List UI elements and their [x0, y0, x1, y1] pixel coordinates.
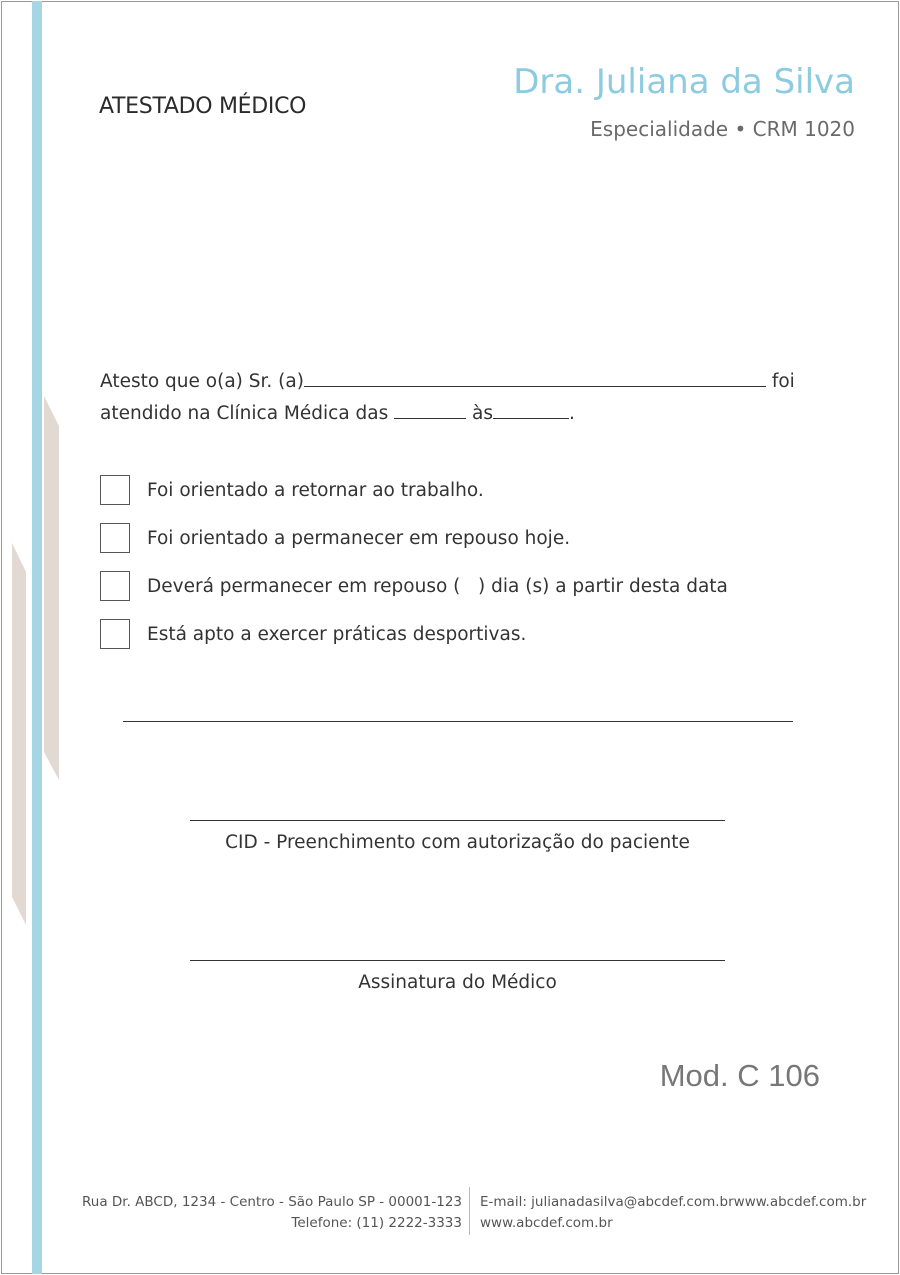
footer-divider — [469, 1187, 470, 1235]
orientation-checklist — [100, 466, 728, 658]
checklist-item — [100, 514, 728, 562]
doctor-signature-caption: Assinatura do Médico — [358, 972, 557, 993]
line-end-period: . — [569, 403, 575, 424]
checklist-label: Foi orientado a permanecer em repouso hoje. — [147, 527, 571, 549]
notes-line[interactable] — [123, 721, 793, 722]
patient-name-field[interactable] — [304, 367, 766, 387]
doctor-name: Dra. Juliana da Silva — [513, 62, 855, 102]
time-to-field[interactable] — [493, 399, 569, 419]
model-code: Mod. C 106 — [659, 1058, 820, 1093]
attestation-prefix: Atesto que o(a) Sr. (a) — [100, 371, 304, 392]
doctor-signature-line[interactable] — [190, 960, 725, 961]
checklist-label: Está apto a exercer práticas desportivas. — [147, 623, 527, 645]
footer-contact-right — [480, 1192, 866, 1234]
footer-email: E-mail: julianadasilva@abcdef.com.brwww.abcdef.com.br — [480, 1194, 867, 1210]
time-connector: às — [472, 403, 494, 424]
attestation-line-1 — [100, 366, 830, 398]
document-title: ATESTADO MÉDICO — [99, 94, 307, 119]
clinic-text: atendido na Clínica Médica das — [100, 403, 389, 424]
footer-website: www.abcdef.com.br — [480, 1215, 613, 1231]
footer-address: Rua Dr. ABCD, 1234 - Centro - São Paulo SP - 00001-123 — [81, 1194, 462, 1210]
attestation-text — [100, 366, 830, 430]
deco-shape-lower — [12, 543, 26, 925]
cid-signature-line[interactable] — [190, 820, 725, 821]
attestation-line-2 — [100, 398, 830, 430]
checklist-label: Deverá permanecer em repouso ( ) dia (s) a partir desta data — [147, 575, 728, 597]
checkbox[interactable] — [100, 571, 130, 601]
cid-caption: CID - Preenchimento com autorização do paciente — [225, 832, 690, 853]
footer-contact-left — [82, 1192, 462, 1234]
doctor-specialty: Especialidade • CRM 1020 — [590, 117, 855, 141]
checkbox[interactable] — [100, 523, 130, 553]
attestation-suffix: foi — [771, 371, 795, 392]
checkbox[interactable] — [100, 619, 130, 649]
checklist-item — [100, 562, 728, 610]
deco-shape-upper — [44, 396, 59, 780]
checklist-item — [100, 610, 728, 658]
time-from-field[interactable] — [394, 399, 466, 419]
checkbox[interactable] — [100, 475, 130, 505]
footer-phone: Telefone: (11) 2222-3333 — [291, 1215, 462, 1231]
decorative-side-shapes — [0, 0, 70, 1275]
checklist-label: Foi orientado a retornar ao trabalho. — [147, 479, 484, 501]
checklist-item — [100, 466, 728, 514]
